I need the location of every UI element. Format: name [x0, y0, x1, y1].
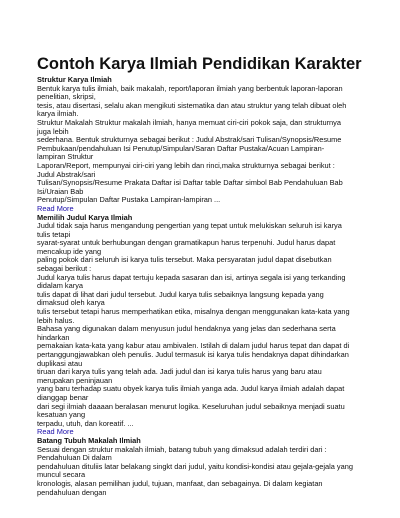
body-text-line: Isi/Uraian Bab — [37, 186, 84, 196]
body-text-line: pemakaian kata-kata yang kabur atau ambivalen. Istilah di dalam judul harus tepat dan dapat di — [37, 341, 350, 351]
body-text-line: pertanggungjawabkan oleh penulis. Judul termasuk isi karya tulis hendaknya dapat dihindarkan — [37, 350, 349, 359]
body-text-line: tulis tetapi — [37, 229, 71, 239]
body-text-line: yang baru terhadap suatu obyek karya tulis ilmiah yanga ada. Judul karya ilmiah adalah dapat — [37, 384, 345, 394]
article-section — [37, 76, 396, 214]
body-text-line: paling pokok dari seluruh isi karya tulis tersebut. Maka persyaratan judul dapat disebutkan — [37, 255, 332, 265]
body-text-line: lampiran Struktur — [37, 152, 94, 162]
read-more-link[interactable]: Read More — [37, 427, 74, 437]
body-text-line: tiruan dari karya tulis yang telah ada. Jadi judul dan isi karya tulis harus yang baru atau — [37, 367, 322, 377]
body-text-line: Bentuk karya tulis ilmiah, baik makalah, report/laporan ilmiah yang berbentuk laporan-laporan — [37, 83, 343, 93]
body-text-line: Pembukaan/pendahuluan Isi Penutup/Simpulan/Saran Daftar Pustaka/Acuan Lampiran- — [37, 143, 325, 153]
body-text-line: dianggap benar — [37, 392, 89, 402]
body-text-line: dimaksud oleh karya — [37, 298, 105, 308]
article-body — [37, 76, 396, 497]
body-text-line: kesatuan yang — [37, 410, 86, 420]
body-text-line: Struktur Makalah Struktur makalah ilmiah, hanya memuat ciri-ciri pokok saja, dan strukturnya — [37, 117, 341, 127]
body-text-line: sederhana. Bentuk strukturnya sebagai berikut : Judul Abstrak/sari Tulisan/Synopsis/Resume — [37, 135, 342, 145]
body-text-line: syarat-syarat untuk berhubungan dengan gramatikapun harus terpenuhi. Judul harus dapat — [37, 238, 336, 248]
section-heading: Memilih Judul Karya Ilmiah — [37, 212, 133, 222]
body-text-line: terpadu, utuh, dan koreatif. ... — [37, 418, 134, 428]
body-text-line: karya ilmiah. — [37, 109, 79, 119]
body-text-line: hindarkan — [37, 332, 70, 342]
body-text-line: Judul tidak saja harus mengandung pengertian yang tepat untuk melukiskan seluruh isi karya — [37, 221, 342, 231]
body-text-line: dari segi ilmiah daaaan beralasan menurut logika. Keseluruhan judul sebaiknya menjadi suatu — [37, 401, 345, 411]
section-heading: Struktur Karya Ilmiah — [37, 75, 112, 84]
body-text-line: merupakan peninjauan — [37, 375, 113, 385]
body-text-line: juga lebih — [37, 126, 69, 136]
body-text-line: Laporan/Report, mempunyai ciri-ciri yang lebih dan rinci,maka strukturnya sebagai berikut : — [37, 160, 335, 170]
body-text-line: Bahasa yang digunakan dalam menyusun judul hendaknya yang jelas dan sederhana serta — [37, 324, 336, 334]
body-text-line: Sesuai dengan struktur makalah ilmiah, batang tubuh yang dimaksud adalah terdiri dari : — [37, 444, 327, 454]
body-text-line: lebih halus. — [37, 315, 75, 325]
body-text-line: tulis dapat di lihat dari judul tersebut. Judul karya tulis sebaiknya langsung kepada yang — [37, 289, 324, 299]
body-text-line: muncul secara — [37, 470, 86, 480]
body-text-line: tulis tersebut tetapi harus memperhatikan etika, misalnya dengan menggunakan kata-kata yang — [37, 307, 350, 317]
page-title: Contoh Karya Ilmiah Pendidikan Karakter — [37, 55, 362, 73]
body-text-line: Pendahuluan Di dalam — [37, 453, 112, 463]
body-text-line: tesis, atau disertasi, selalu akan mengikuti sistematika dan atau struktur yang telah dibuat oleh — [37, 100, 347, 110]
body-text-line: kronologis, alasan pemilihan judul, tujuan, manfaat, dan sebagainya. Di dalam kegiatan — [37, 478, 323, 488]
article-section — [37, 437, 396, 497]
body-text-line: duplikasi atau — [37, 358, 83, 368]
body-text-line: didalam karya — [37, 281, 84, 291]
body-text-line: Judul karya tulis harus dapat tertuju kepada sasaran dan isi, artinya segala isi yang terkanding — [37, 272, 346, 282]
body-text-line: penelitian, skripsi, — [37, 92, 96, 102]
body-text-line: pendahuluan dengan — [37, 487, 107, 497]
body-text-line: Penutup/Simpulan Daftar Pustaka Lampiran-lampiran ... — [37, 195, 221, 205]
body-text-line: mencakup ide yang — [37, 246, 102, 256]
body-text-line: pendahuluan dituliis latar belakang singkt dari judul, yaitu kondisi-kondisi atau gejala-gejala yang — [37, 461, 353, 471]
body-text-line: Tulisan/Synopsis/Resume Prakata Daftar isi Daftar table Daftar simbol Bab Pendahuluan Bab — [37, 178, 343, 188]
body-text-line: sebagai berikut : — [37, 264, 92, 274]
body-text-line: Judul Abstrak/sari — [37, 169, 96, 179]
article-section — [37, 214, 396, 437]
section-heading: Batang Tubuh Makalah Ilmiah — [37, 435, 141, 445]
read-more-link[interactable]: Read More — [37, 203, 74, 213]
